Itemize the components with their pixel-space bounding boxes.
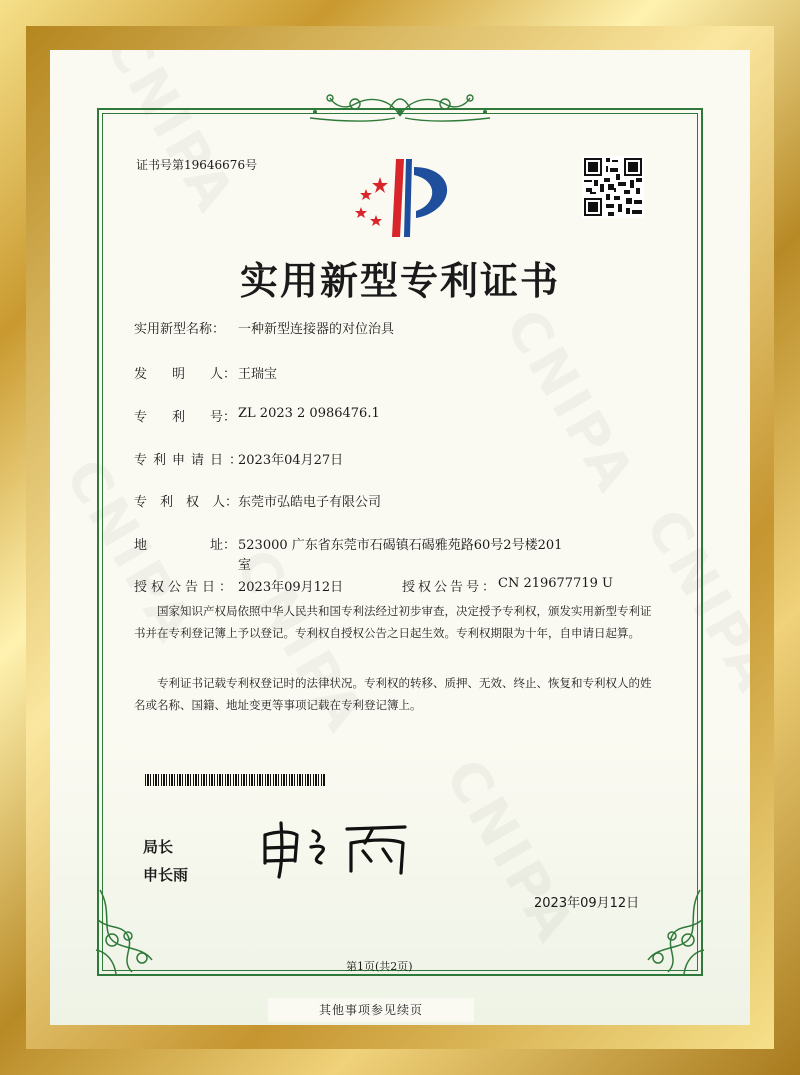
corner-ornament-icon (92, 880, 162, 980)
address-value-continued: 室 (238, 558, 252, 573)
patent-number-label: 号： (210, 410, 237, 425)
grant-number-value: CN 219677719 U (498, 576, 613, 591)
patentee-label: 利 (160, 495, 174, 510)
certificate-number: 证书号第19646676号 (136, 158, 258, 172)
continuation-note: 其他事项参见续页 (268, 998, 474, 1022)
certificate-paper (50, 50, 750, 1025)
grant-date-value: 2023年09月12日 (238, 580, 344, 595)
inventor-label: 发 (134, 367, 148, 382)
page-info: 第1页(共2页) (346, 960, 413, 973)
sign-date: 2023年09月12日 (534, 896, 640, 911)
patentee-value: 东莞市弘皓电子有限公司 (238, 495, 382, 510)
barcode-icon (145, 774, 325, 786)
patentee-label: 权 (186, 495, 200, 510)
address-label: 址： (210, 538, 237, 553)
grant-date-label: 授权公告日： (134, 580, 237, 595)
cnipa-logo-icon (348, 155, 458, 240)
utility-model-name-value: 一种新型连接器的对位治具 (238, 322, 395, 337)
qr-code-icon (582, 156, 644, 218)
top-ornament-icon (295, 88, 505, 128)
signer-name: 申长雨 (143, 866, 189, 884)
filing-date-label: 专利申请日： (134, 453, 249, 468)
inventor-label: 人： (210, 367, 237, 382)
patent-number-value: ZL 2023 2 0986476.1 (238, 406, 380, 421)
certificate-title: 实用新型专利证书 (240, 258, 561, 303)
filing-date-value: 2023年04月27日 (238, 453, 344, 468)
handwritten-signature-icon (255, 815, 420, 880)
corner-ornament-icon (638, 880, 708, 980)
legal-status-paragraph: 专利证书记载专利权登记时的法律状况。专利权的转移、质押、无效、终止、恢复和专利权人的姓名或名称、国籍、地址变更等事项记载在专利登记簿上。 (134, 676, 652, 712)
inventor-label: 明 (172, 367, 186, 382)
address-label: 地 (134, 538, 148, 553)
utility-model-name-label: 实用新型名称： (134, 322, 226, 337)
signer-title: 局长 (143, 838, 174, 856)
grant-number-label: 授权公告号： (402, 580, 499, 595)
patentee-label: 专 (134, 495, 148, 510)
grant-statement-paragraph: 国家知识产权局依照中华人民共和国专利法经过初步审查，决定授予专利权，颁发实用新型专利证书并在专利登记簿上予以登记。专利权自授权公告之日起生效。专利权期限为十年，自申请日起算。 (134, 604, 652, 640)
patentee-label: 人： (212, 495, 239, 510)
patent-number-label: 利 (172, 410, 186, 425)
inventor-value: 王瑞宝 (238, 367, 278, 382)
patent-number-label: 专 (134, 410, 148, 425)
address-value: 523000 广东省东莞市石碣镇石碣雅苑路60号2号楼201 (238, 538, 563, 553)
